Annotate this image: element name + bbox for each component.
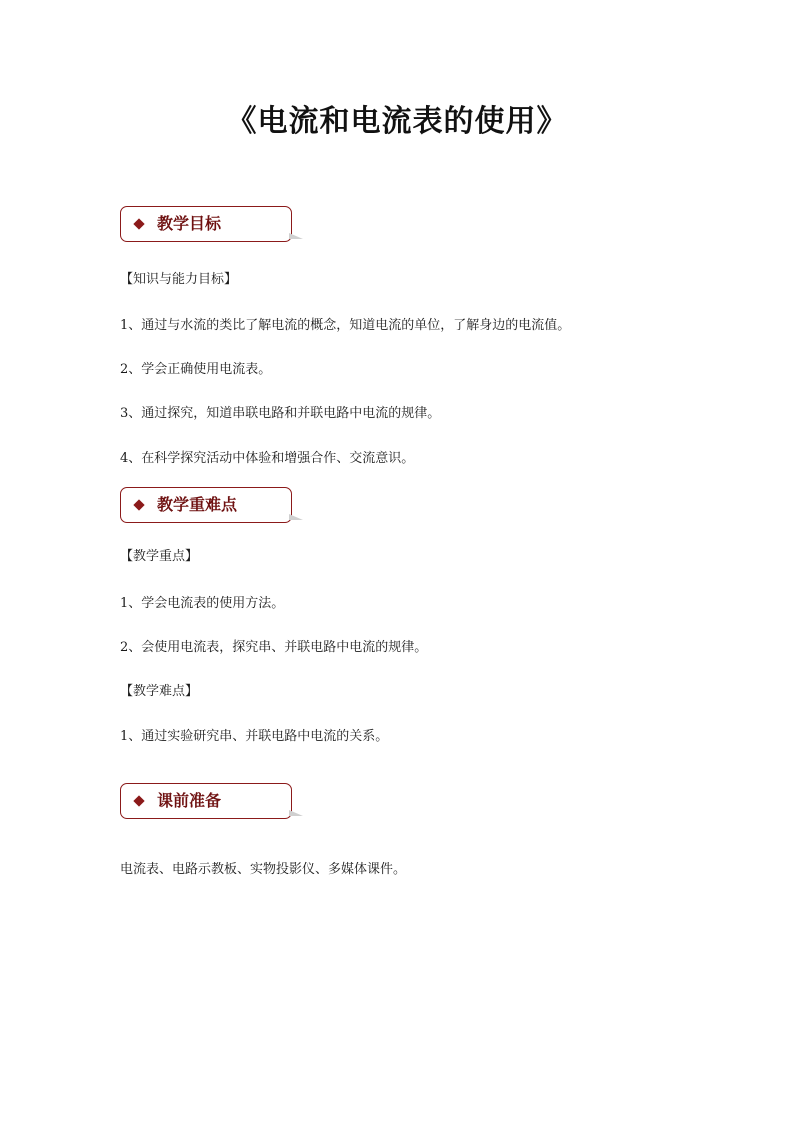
goal-item-4: 4、在科学探究活动中体验和增强合作、交流意识。 (120, 451, 415, 466)
goal-item-3: 3、通过探究，知道串联电路和并联电路中电流的规律。 (120, 406, 441, 421)
key-point-item-1: 1、学会电流表的使用方法。 (120, 596, 285, 611)
preparation-materials: 电流表、电路示教板、实物投影仪、多媒体课件。 (120, 862, 407, 877)
diamond-bullet-icon (133, 218, 144, 229)
section-heading-preparation (120, 783, 292, 819)
section-heading-label: 课前准备 (157, 791, 222, 810)
document-title: 《电流和电流表的使用》 (226, 104, 568, 139)
section-heading-teaching-goals (120, 206, 292, 242)
diamond-bullet-icon (133, 499, 144, 510)
shadow-tail-icon (289, 514, 303, 520)
section-heading-label: 教学目标 (157, 214, 222, 233)
key-point-item-2: 2、会使用电流表，探究串、并联电路中电流的规律。 (120, 640, 428, 655)
diamond-bullet-icon (133, 795, 144, 806)
shadow-tail-icon (289, 810, 303, 816)
subheading-difficult-points: 【教学难点】 (120, 684, 199, 699)
goal-item-2: 2、学会正确使用电流表。 (120, 362, 272, 377)
section-heading-key-difficult-points (120, 487, 292, 523)
shadow-tail-icon (289, 233, 303, 239)
section-heading-label: 教学重难点 (157, 495, 238, 514)
subheading-key-points: 【教学重点】 (120, 549, 199, 564)
subheading-knowledge-ability: 【知识与能力目标】 (120, 272, 238, 287)
difficult-point-item-1: 1、通过实验研究串、并联电路中电流的关系。 (120, 729, 389, 744)
goal-item-1: 1、通过与水流的类比了解电流的概念，知道电流的单位，了解身边的电流值。 (120, 318, 571, 333)
